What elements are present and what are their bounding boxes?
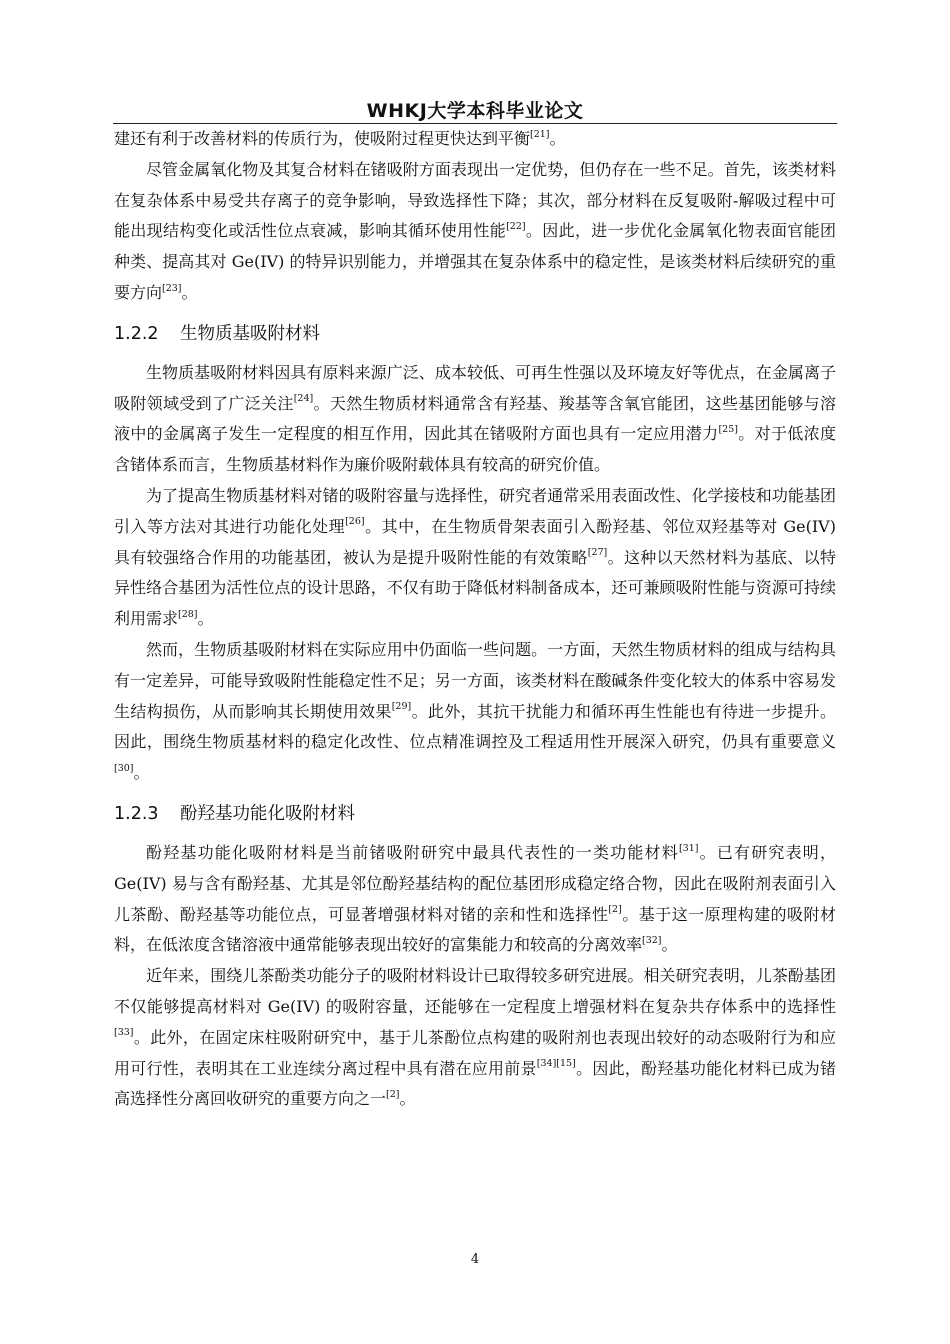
paragraph-text: 。 bbox=[549, 129, 566, 148]
section-heading bbox=[114, 319, 836, 349]
page-number: 4 bbox=[470, 1252, 480, 1267]
paragraph-text: 为了提高生物质基材料对锗的吸附容量与选择性，研究者通常采用表面改性、化学接枝和功能基团引入等方法对其进行功能化处理 bbox=[114, 485, 836, 536]
section-number: 1.2.3 bbox=[114, 803, 159, 824]
body-text bbox=[114, 124, 836, 1115]
citation-ref: [23] bbox=[162, 282, 182, 294]
paragraph-continuation bbox=[114, 124, 836, 155]
citation-ref: [26] bbox=[345, 516, 365, 528]
paragraph-text: 。 bbox=[661, 935, 678, 955]
citation-ref: [31] bbox=[678, 842, 699, 854]
paragraph-text: 酚羟基功能化吸附材料是当前锗吸附研究中最具代表性的一类功能材料 bbox=[146, 842, 679, 862]
paragraph-text: 。因此，进一步优化金属氧化物表面官能团种类、提高其对 Ge(IV) 的特异识别能力，并增强其在复杂体系中的稳定性，是该类材料后续研究的重要方向 bbox=[114, 221, 836, 302]
paragraph-text: 。其中，在生物质骨架表面引入酚羟基、邻位双羟基等对 Ge(IV) 具有较强络合作用的功能基团，被认为是提升吸附性能的有效策略 bbox=[114, 516, 836, 567]
paragraph-text: 。天然生物质材料通常含有羟基、羧基等含氧官能团，这些基团能够与溶液中的金属离子发生一定程度的相互作用，因此其在锗吸附方面也具有一定应用潜力 bbox=[114, 393, 836, 444]
citation-ref: [29] bbox=[391, 701, 412, 713]
paragraph bbox=[114, 155, 836, 309]
citation-ref: [2] bbox=[386, 1088, 400, 1100]
citation-ref: [21] bbox=[530, 128, 550, 140]
paragraph-text: 。这种以天然材料为基底、以特异性络合基团为活性位点的设计思路，不仅有助于降低材料制备成本，还可兼顾吸附性能与资源可持续利用需求 bbox=[114, 547, 836, 629]
paragraph-text: 然而，生物质基吸附材料在实际应用中仍面临一些问题。一方面，天然生物质材料的组成与结构具有一定差异，可能导致吸附性能稳定性不足；另一方面，该类材料在酸碱条件变化较大的体系中容易发生结构损伤，从而影响其长期使用效果 bbox=[114, 639, 836, 721]
citation-ref: [30] bbox=[114, 762, 134, 774]
paragraph bbox=[114, 961, 836, 1115]
section-heading bbox=[114, 799, 836, 829]
section-title: 生物质基吸附材料 bbox=[180, 323, 320, 344]
paragraph bbox=[114, 635, 836, 789]
paragraph-text: 。 bbox=[399, 1089, 416, 1109]
citation-ref: [32] bbox=[642, 935, 662, 946]
paragraph-text: 。此外，在固定床柱吸附研究中，基于儿茶酚位点构建的吸附剂也表现出较好的动态吸附行为和应用可行性，表明其在工业连续分离过程中具有潜在应用前景 bbox=[114, 1027, 836, 1078]
paragraph-text: 。 bbox=[133, 763, 150, 783]
paragraph bbox=[114, 358, 836, 481]
paragraph bbox=[114, 838, 836, 961]
paragraph-text: 尽管金属氧化物及其复合材料在锗吸附方面表现出一定优势，但仍存在一些不足。首先，该类材料在复杂体系中易受共存离子的竞争影响，导致选择性下降；其次，部分材料在反复吸附-解吸过程中可能出现结构变化或活性位点衰减，影响其循环使用性能 bbox=[114, 159, 836, 241]
citation-ref: [33] bbox=[114, 1027, 134, 1039]
citation-ref: [24] bbox=[293, 393, 314, 405]
paragraph-text: 。已有研究表明，Ge(IV) 易与含有酚羟基、尤其是邻位酚羟基结构的配位基团形成稳定络合物，因此在吸附剂表面引入儿茶酚、酚羟基等功能位点，可显著增强材料对锗的亲和性和选择性 bbox=[114, 842, 836, 924]
paragraph-text: 。因此，酚羟基功能化材料已成为锗高选择性分离回收研究的重要方向之一 bbox=[114, 1058, 836, 1109]
section-number: 1.2.2 bbox=[114, 323, 159, 344]
paragraph-text: 建还有利于改善材料的传质行为，使吸附过程更快达到平衡 bbox=[114, 129, 531, 148]
paragraph-text: 近年来，围绕儿茶酚类功能分子的吸附材料设计已取得较多研究进展。相关研究表明，儿茶酚基团不仅能够提高材料对 Ge(IV) 的吸附容量，还能够在一定程度上增强材料在复杂共存体系中的选择性 bbox=[114, 966, 836, 1016]
citation-ref: [27] bbox=[587, 547, 608, 559]
citation-ref: [28] bbox=[178, 608, 198, 620]
citation-ref: [22] bbox=[506, 221, 526, 233]
citation-ref: [25] bbox=[718, 424, 738, 436]
paragraph-text: 。对于低浓度含锗体系而言，生物质基材料作为廉价吸附载体具有较高的研究价值。 bbox=[114, 424, 836, 475]
paragraph-text: 生物质基吸附材料因具有原料来源广泛、成本较低、可再生性强以及环境友好等优点，在金属离子吸附领域受到了广泛关注 bbox=[114, 362, 836, 413]
paragraph-text: 。基于这一原理构建的吸附材料，在低浓度含锗溶液中通常能够表现出较好的富集能力和较高的分离效率 bbox=[114, 904, 836, 955]
page-header-title: WHKJ大学本科毕业论文 bbox=[366, 100, 584, 122]
citation-ref: [34][15] bbox=[536, 1058, 576, 1070]
paragraph bbox=[114, 481, 836, 635]
paragraph-text: 。 bbox=[181, 282, 198, 302]
section-title: 酚羟基功能化吸附材料 bbox=[180, 803, 355, 824]
paragraph-text: 。 bbox=[197, 609, 214, 629]
paragraph-text: 。此外，其抗干扰能力和循环再生性能也有待进一步提升。因此，围绕生物质基材料的稳定化改性、位点精准调控及工程适用性开展深入研究，仍具有重要意义 bbox=[114, 701, 836, 752]
citation-ref: [2] bbox=[608, 904, 622, 916]
